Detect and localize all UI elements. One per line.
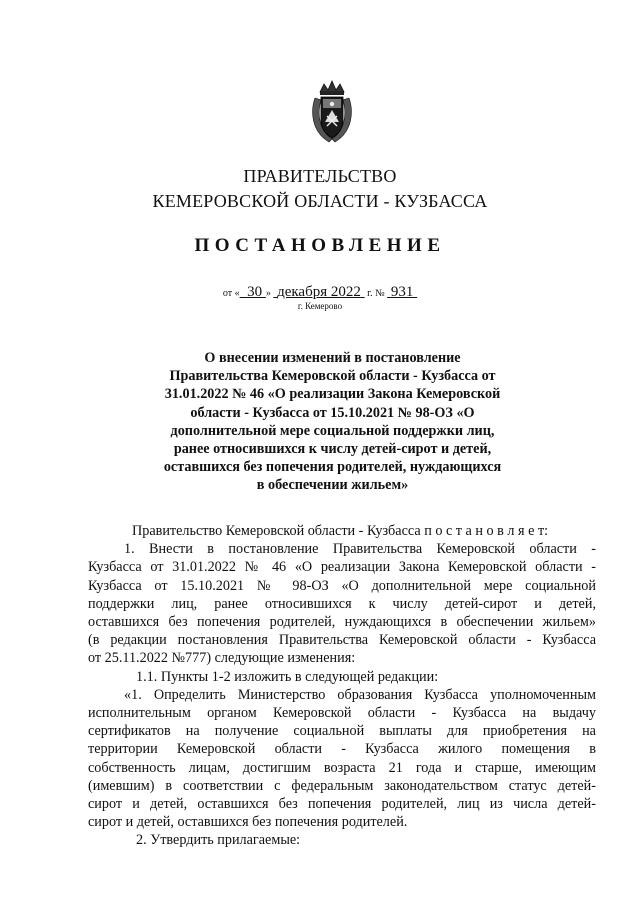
heading-line: 31.01.2022 № 46 «О реализации Закона Кемеровской: [164, 386, 501, 403]
paragraph-1-line: 1. Внести в постановление Правительства Кемеровской области -: [124, 541, 596, 558]
quoted-paragraph-line: «1. Определить Министерство образования Кузбасса уполномоченным: [124, 686, 596, 703]
quoted-paragraph-line: территории Кемеровской области - Кузбасса жилого помещения в: [88, 741, 596, 758]
date-year-suffix: г.: [367, 288, 373, 299]
quoted-paragraph-line: сертификатов на получение социальной выплаты для приобретения на: [88, 723, 596, 740]
heading-line: Правительства Кемеровской области - Кузбасса от: [169, 368, 496, 385]
date-from-label: от «: [222, 288, 240, 299]
paragraph-1-line: Кузбасса от 15.10.2021 № 98-ОЗ «О дополнительной мере социальной: [88, 577, 596, 594]
document-number: 931: [390, 284, 414, 300]
government-name-line2: КЕМЕРОВСКОЙ ОБЛАСТИ - КУЗБАССА: [152, 191, 488, 211]
quoted-paragraph-line: сирот и детей, оставшихся без попечения родителей, лиц из числа детей-: [88, 796, 596, 813]
date-day: 30: [247, 284, 263, 300]
heading-line: О внесении изменений в постановление: [204, 350, 461, 366]
heading-line: в обеспечении жильем»: [256, 477, 409, 494]
paragraph-1-line: (в редакции постановления Правительства Кемеровской области - Кузбасса: [88, 632, 596, 649]
document-dateline: [0, 284, 640, 301]
date-month-year: декабря 2022: [277, 284, 361, 300]
quoted-paragraph-line: исполнительным органом Кемеровской области - Кузбасса на выдачу: [88, 705, 596, 722]
paragraph-2: 2. Утвердить прилагаемые:: [136, 832, 301, 849]
paragraph-1-line: поддержки лиц, ранее относившихся к числу детей-сирот и детей,: [88, 595, 596, 612]
heading-line: дополнительной мере социальной поддержки лиц,: [170, 422, 495, 439]
heading-line: оставшихся без попечения родителей, нуждающихся: [163, 459, 502, 476]
heading-line: области - Кузбасса от 15.10.2021 № 98-ОЗ «О: [190, 404, 475, 421]
document-body: [88, 522, 596, 850]
date-quote-close: »: [265, 288, 271, 299]
quoted-paragraph-line: сирот и детей, оставшихся без попечения родителей.: [88, 814, 408, 831]
number-label: №: [375, 288, 385, 299]
paragraph-1-line: Кузбасса от 31.01.2022 № 46 «О реализации Закона Кемеровской области -: [88, 559, 596, 576]
document-heading: [150, 349, 515, 495]
quoted-paragraph-line: собственность лицам, достигшим возраста 21 года и старше, имеющим: [88, 759, 596, 776]
intro-paragraph: Правительство Кемеровской области - Кузбасса п о с т а н о в л я е т:: [132, 523, 549, 539]
quoted-paragraph-line: (имевшим) в соответствии с федеральным законодательством статус детей-: [88, 777, 596, 794]
paragraph-1-line: от 25.11.2022 №777) следующие изменения:: [88, 650, 356, 667]
coat-of-arms-icon: [309, 78, 355, 146]
document-city: г. Кемерово: [297, 301, 343, 311]
government-name-line1: ПРАВИТЕЛЬСТВО: [243, 166, 397, 186]
heading-line: ранее относившихся к числу детей-сирот и детей,: [173, 441, 492, 458]
document-type-title: ПОСТАНОВЛЕНИЕ: [194, 235, 446, 256]
paragraph-1-1: 1.1. Пункты 1-2 изложить в следующей редакции:: [136, 668, 439, 685]
paragraph-1-line: оставшихся без попечения родителей, нуждающихся в обеспечении жильем»: [88, 614, 596, 631]
